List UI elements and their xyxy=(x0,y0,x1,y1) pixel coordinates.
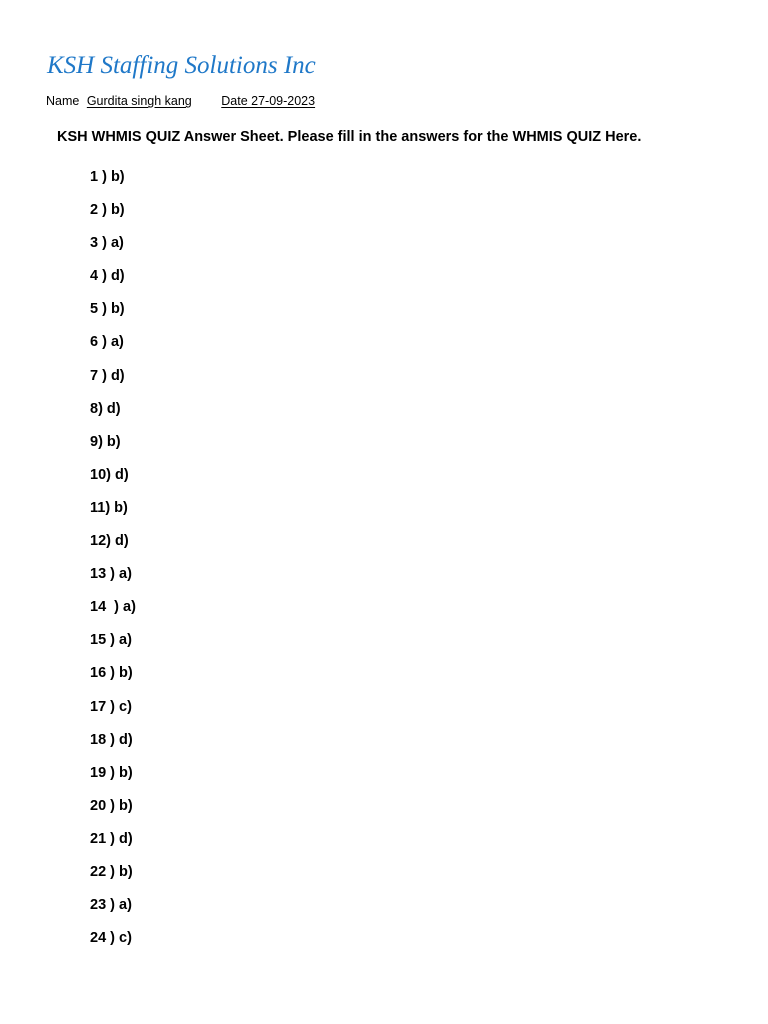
answer-item: 23 ) a) xyxy=(90,897,132,914)
name-value: Gurdita singh kang xyxy=(86,94,192,108)
answer-item: 20 ) b) xyxy=(90,797,133,814)
answer-item: 16 ) b) xyxy=(90,665,133,682)
answer-item: 15 ) a) xyxy=(90,632,132,649)
answer-item: 7 ) d) xyxy=(90,367,125,384)
answer-item: 5 ) b) xyxy=(90,301,125,318)
name-date-line xyxy=(46,94,315,108)
answer-item: 13 ) a) xyxy=(90,566,132,583)
answer-list xyxy=(90,168,136,962)
answer-item: 19 ) b) xyxy=(90,764,133,781)
answer-item: 22 ) b) xyxy=(90,863,133,880)
answer-item: 3 ) a) xyxy=(90,235,124,252)
answer-item: 24 ) c) xyxy=(90,930,132,947)
quiz-heading: KSH WHMIS QUIZ Answer Sheet. Please fill in the answers for the WHMIS QUIZ Here. xyxy=(57,129,642,145)
name-label: Name xyxy=(46,94,80,108)
answer-item: 11) b) xyxy=(90,499,128,516)
answer-item: 21 ) d) xyxy=(90,830,133,847)
answer-item: 17 ) c) xyxy=(90,698,132,715)
answer-item: 18 ) d) xyxy=(90,731,133,748)
date-text: Date 27-09-2023 xyxy=(221,94,316,108)
answer-item: 8) d) xyxy=(90,400,121,417)
answer-item: 1 ) b) xyxy=(90,169,125,185)
answer-item: 2 ) b) xyxy=(90,202,125,219)
answer-item: 14 ) a) xyxy=(90,599,136,616)
answer-item: 12) d) xyxy=(90,533,129,550)
answer-item: 10) d) xyxy=(90,466,129,483)
answer-item: 4 ) d) xyxy=(90,268,125,285)
company-title: KSH Staffing Solutions Inc xyxy=(47,52,316,79)
answer-item: 6 ) a) xyxy=(90,334,124,351)
answer-item: 9) b) xyxy=(90,433,121,450)
